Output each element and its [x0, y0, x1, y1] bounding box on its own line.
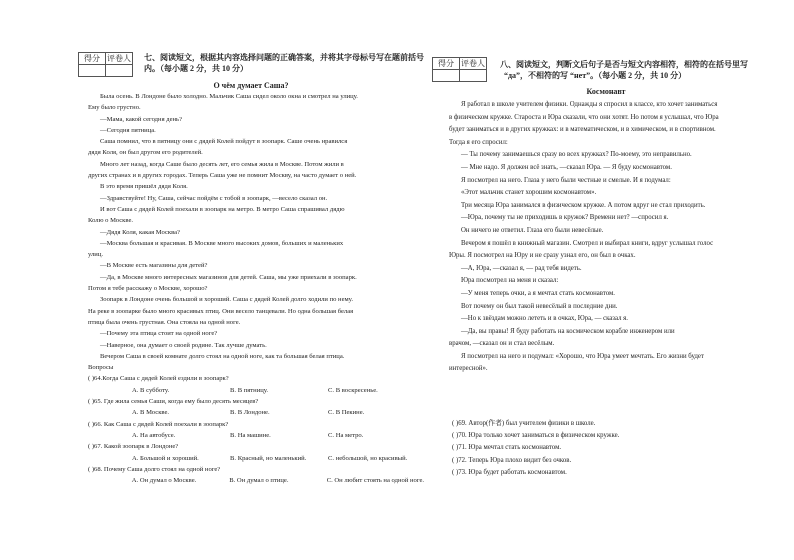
option-b: B. Он думал о птице.: [229, 477, 289, 485]
question-stem: ( )67. Какой зоопарк в Лондоне?: [88, 443, 179, 451]
question-stem: ( )68. Почему Саша долго стоял на одной ноге?: [88, 465, 221, 473]
option-a: A. В Москве.: [132, 409, 170, 417]
paragraph: Тогда я его спросил:: [449, 138, 508, 146]
paragraph: — Мне надо. Я должен всё знать, —сказал Юра. — Я буду космонавтом.: [461, 163, 672, 171]
passage-sasha: [88, 91, 424, 486]
paragraph: —Но к звёздам можно лететь и в очках, Юра, — сказал я.: [461, 315, 628, 323]
paragraph: —Юра, почему ты не приходишь в кружок? Времени нет? —спросил я.: [461, 214, 669, 222]
paragraph: И вот Саша с дядей Колей поехали в зоопарк на метро. В метро Саша спрашивал дядю: [100, 205, 345, 213]
option-b: B. В Лондоне.: [230, 409, 270, 417]
option-a: A. Он думал о Москве.: [131, 477, 197, 485]
paragraph: Саша помнил, что в пятницу они с дядей Колей пойдут в зоопарк. Саше очень нравился: [100, 138, 348, 146]
paragraph: Много лет назад, когда Саше было десять лет, его семья жила в Москве. Потом жили в: [100, 160, 344, 168]
section-8-title-line-2: “да”，不相符的写 “нет”。（每小题 2 分，共 10 分）: [504, 71, 687, 80]
paragraph: Я посмотрел на него и подумал: «Хорошо, что Юра умеет мечтать. Его жизни будет: [461, 352, 704, 360]
text-title-sasha: О чём думает Саша?: [213, 81, 289, 90]
questions-cosmonaut: [432, 418, 780, 479]
question-stem: ( )66. Как Саша с дядей Колей поехали в зоопарк?: [88, 420, 229, 428]
paragraph: Вот почему он был такой невесёлый в последние дни.: [461, 302, 618, 310]
paragraph: Я посмотрел на него. Глаза у него были честные и смелые. И я подумал:: [461, 176, 671, 184]
paragraph: будет заниматься и в других кружках: и в математическом, и в химическом, и в спортивном.: [449, 126, 716, 134]
option-b: B. В пятницу.: [230, 386, 269, 394]
option-a: A. В субботу.: [132, 386, 170, 394]
option-c: C. небольшой, но красивый.: [328, 454, 408, 462]
paragraph: Вечером Саша в своей комнате долго стоял на одной ноге, как та большая белая птица.: [100, 352, 345, 360]
passage-cosmonaut: [449, 99, 780, 376]
section-8-title-line-1: 八、阅读短文，判断文后句子是否与短文内容相符，相符的在括号里写: [500, 60, 748, 69]
question-stem: ( )65. Где жила семья Саши, когда ему было десять месяцев?: [88, 398, 259, 406]
question-73: ( )73. Юра будет работать космонавтом.: [452, 468, 567, 476]
paragraph: интересной».: [449, 365, 488, 373]
option-c: C. Он любит стоять на одной ноге.: [326, 477, 425, 485]
section-7-title-line-2: 内。（每小题 2 分，共 10 分）: [144, 64, 248, 73]
questions-label: Вопросы: [88, 364, 114, 372]
paragraph: —Да, вы правы! Я буду работать на космическом корабле инженером или: [461, 327, 675, 335]
option-a: A. На автобусе.: [132, 431, 176, 439]
paragraph: в физическом кружке. Староста и Юра сказали, что они хотят. Но потом я услышал, что Юра: [449, 113, 719, 121]
question-67: [88, 441, 424, 464]
section-7-title-line-1: 七、阅读短文，根据其内容选择问题的正确答案，并将其字母标号写在题前括号: [144, 53, 424, 62]
question-64: [88, 373, 424, 396]
paragraph: птица была очень грустная. Она стояла на одной ноге.: [88, 318, 241, 326]
paragraph: —У меня теперь очки, а я мечтал стать космонавтом.: [461, 289, 616, 297]
question-65: [88, 396, 424, 419]
paragraph: —Сегодня пятница.: [100, 126, 156, 134]
section-8-title: [500, 59, 782, 81]
paragraph: —В Москве есть магазины для детей?: [100, 262, 208, 270]
question-70: ( )70. Юра только хочет заниматься в физическом кружке.: [452, 432, 620, 440]
paragraph: улиц.: [88, 251, 104, 259]
paragraph: Была осень. В Лондоне было холодно. Мальчик Саша сидел около окна и смотрел на улицу.: [100, 93, 358, 100]
question-72: ( )72. Теперь Юра плохо видит без очков.: [452, 456, 572, 464]
score-table-right: [432, 57, 487, 82]
paragraph: дядя Коля, он был другом его родителей.: [88, 149, 203, 157]
paragraph: —Да, в Москве много интересных магазинов для детей. Саша, мы уже приехали в зоопарк.: [100, 273, 357, 281]
option-c: C. На метро.: [328, 431, 364, 439]
score-label: 得分: [433, 58, 460, 70]
paragraph: —А, Юра, —сказал я, — рад тебя видеть.: [461, 264, 582, 272]
option-c: C. В Пекине.: [328, 409, 365, 417]
paragraph: —Почему эта птица стоит на одной ноге?: [100, 330, 218, 338]
paragraph: — Ты почему занимаешься сразу во всех кружках? По-моему, это неправильно.: [461, 151, 692, 159]
paragraph: —Наверное, она думает о своей родине. Так лучше думать.: [100, 341, 267, 349]
option-b: B. Красный, но маленький.: [230, 454, 307, 462]
option-b: B. На машине.: [230, 431, 271, 439]
grader-label: 评卷人: [107, 54, 131, 63]
paragraph: Три месяца Юра занимался в физическом кружке. А потом вдруг не стал приходить.: [461, 201, 706, 209]
paragraph: Потом я тебе расскажу о Москве, хорошо?: [88, 285, 208, 293]
paragraph: Колю о Москве.: [88, 217, 134, 225]
question-68: [88, 464, 424, 487]
question-71: ( )71. Юра мечтал стать космонавтом.: [452, 444, 562, 452]
paragraph: Зоопарк в Лондоне очень большой и хороший. Саша с дядей Колей долго ходили по нему.: [100, 296, 353, 304]
paragraph: —Мама, какой сегодня день?: [100, 115, 182, 123]
grader-label: 评卷人: [461, 59, 485, 68]
score-table-left: [78, 52, 133, 77]
option-c: C. В воскресенье.: [328, 386, 378, 394]
text-title-cosmonaut: Космонавт: [586, 87, 626, 96]
score-label: 得分: [79, 53, 106, 65]
paragraph: Вечером я пошёл в книжный магазин. Смотрел и выбирал книги, вдруг услышал голос: [461, 239, 714, 247]
paragraph: На реке в зоопарке было много красивых птиц. Они весело танцевали. Но одна большая белая: [88, 307, 354, 315]
question-69: ( )69. Автор(作者) был учителем физики в школе.: [452, 420, 596, 427]
paragraph: —Здравствуйте! Ну, Саша, сейчас пойдём с тобой в зоопарк, —весело сказал он.: [100, 194, 328, 202]
paragraph: —Дядя Коля, какая Москва?: [100, 228, 180, 236]
question-66: [88, 419, 424, 442]
paragraph: Он ничего не ответил. Глаза его были невесёлые.: [461, 226, 604, 234]
paragraph: —Москва большая и красивая. В Москве много высоких домов, больших и маленьких: [100, 239, 344, 247]
paragraph: «Этот мальчик станет хорошим космонавтом».: [461, 189, 597, 197]
paragraph: врачом, —сказал он и стал весёлым.: [449, 340, 555, 348]
question-stem: ( )64.Когда Саша с дядей Колей ездили в зоопарк?: [88, 375, 229, 383]
paragraph: Я работал в школе учителем физики. Однажды я спросил в классе, кто хочет заниматься: [461, 101, 718, 108]
option-a: A. Большой и хороший.: [132, 454, 199, 462]
paragraph: других странах и в других городах. Теперь Саша уже не помнит Москву, на часто думает о ней.: [88, 172, 357, 180]
paragraph: В это время пришёл дядя Коля.: [100, 183, 188, 191]
paragraph: Юра посмотрел на меня и сказал:: [461, 277, 559, 285]
paragraph: Юры. Я посмотрел на Юру и не сразу узнал его, он был в очках.: [449, 252, 636, 260]
paragraph: Ему было грустно.: [88, 104, 141, 112]
section-7-title: [144, 52, 424, 74]
